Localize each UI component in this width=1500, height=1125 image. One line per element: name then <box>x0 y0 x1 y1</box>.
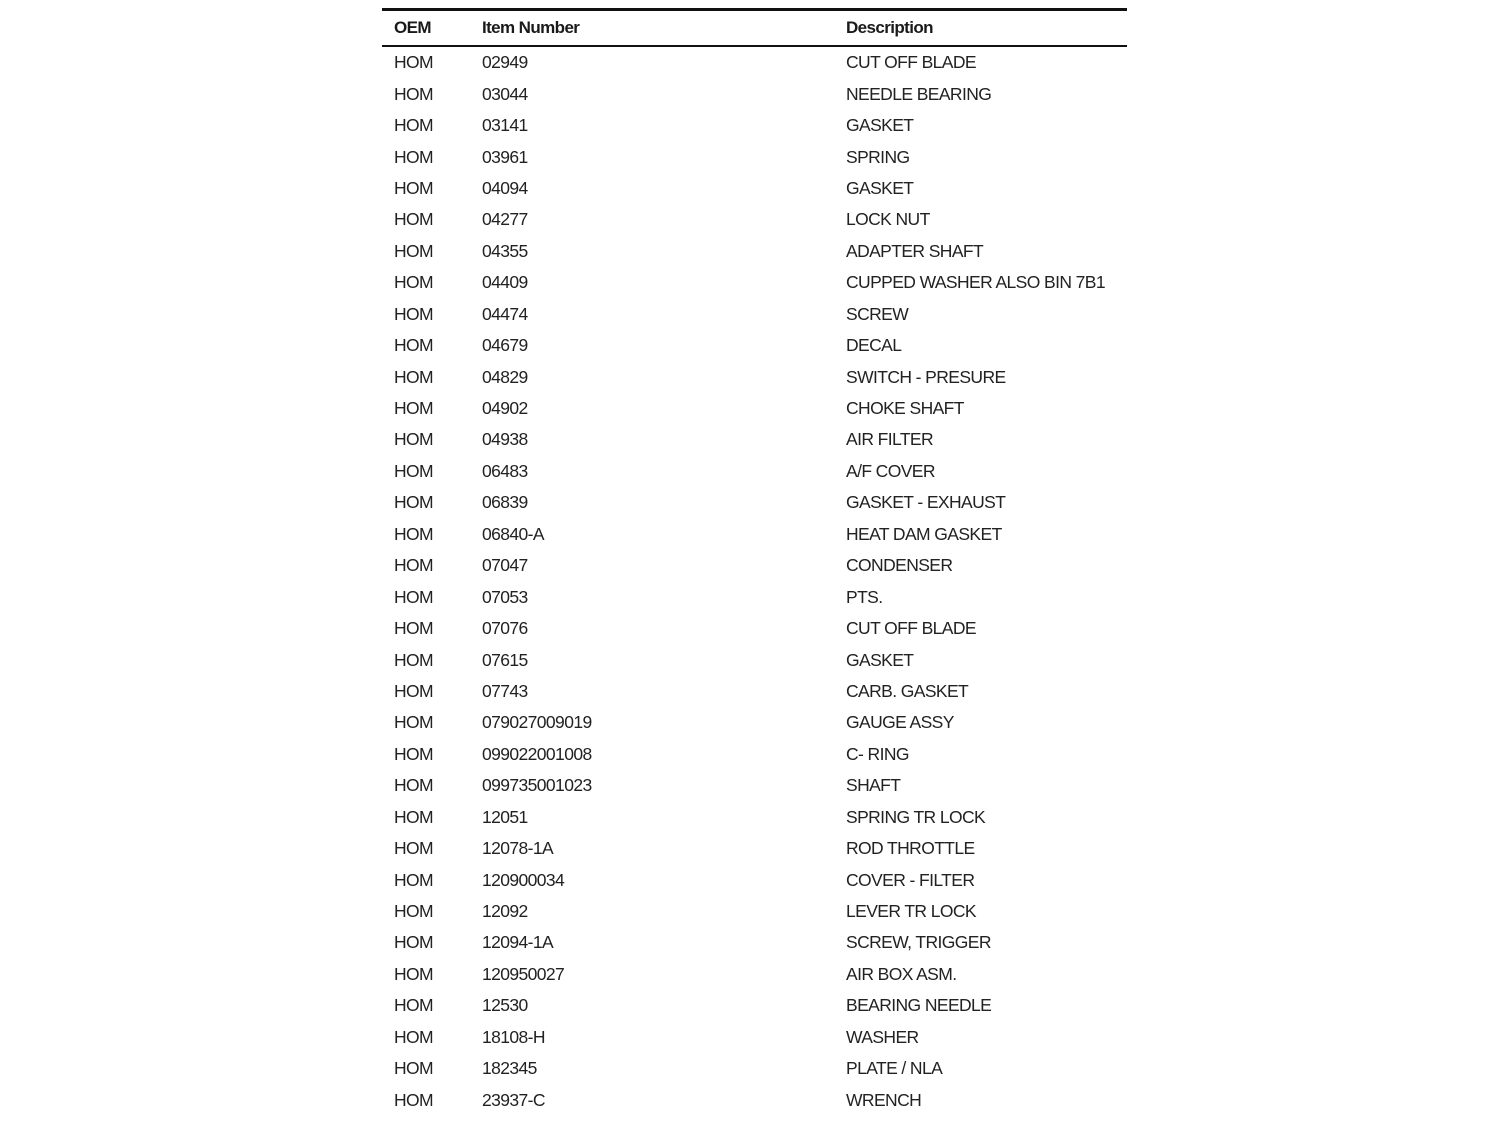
cell-item-number: 04277 <box>482 209 528 230</box>
cell-oem: HOM <box>394 680 434 701</box>
cell-item-number: 03044 <box>482 83 528 104</box>
table-row <box>382 959 1127 990</box>
table-row <box>382 46 1127 78</box>
table-row <box>382 110 1127 141</box>
header-description: Description <box>846 10 1127 47</box>
parts-table <box>382 8 1127 1116</box>
table-row <box>382 1022 1127 1053</box>
cell-description: GASKET <box>846 115 914 136</box>
table-row <box>382 456 1127 487</box>
header-oem: OEM <box>382 10 482 47</box>
cell-description: CHOKE SHAFT <box>846 398 964 419</box>
table-row <box>382 267 1127 298</box>
cell-item-number: 099022001008 <box>482 743 592 764</box>
table-row <box>382 236 1127 267</box>
cell-description: A/F COVER <box>846 460 935 481</box>
cell-oem: HOM <box>394 429 434 450</box>
cell-item-number: 23937-C <box>482 1089 545 1110</box>
cell-description: SPRING TR LOCK <box>846 806 986 827</box>
table-row <box>382 770 1127 801</box>
cell-item-number: 120900034 <box>482 869 565 890</box>
table-row <box>382 581 1127 612</box>
cell-description: CONDENSER <box>846 555 953 576</box>
cell-description: AIR BOX ASM. <box>846 963 957 984</box>
cell-item-number: 04938 <box>482 429 528 450</box>
cell-description: HEAT DAM GASKET <box>846 523 1002 544</box>
cell-oem: HOM <box>394 555 434 576</box>
cell-description: SPRING <box>846 146 910 167</box>
table-body <box>382 46 1127 1116</box>
cell-description: C- RING <box>846 743 909 764</box>
cell-oem: HOM <box>394 963 434 984</box>
cell-description: CUT OFF BLADE <box>846 52 976 73</box>
cell-oem: HOM <box>394 177 434 198</box>
cell-item-number: 099735001023 <box>482 775 592 796</box>
table-row <box>382 173 1127 204</box>
cell-description: SCREW, TRIGGER <box>846 932 991 953</box>
cell-item-number: 07053 <box>482 586 528 607</box>
cell-description: DECAL <box>846 335 902 356</box>
table-row <box>382 613 1127 644</box>
cell-description: GASKET - EXHAUST <box>846 492 1006 513</box>
cell-oem: HOM <box>394 209 434 230</box>
cell-oem: HOM <box>394 838 434 859</box>
cell-description: ROD THROTTLE <box>846 838 975 859</box>
table-row <box>382 739 1127 770</box>
cell-oem: HOM <box>394 398 434 419</box>
cell-description: GASKET <box>846 177 914 198</box>
cell-item-number: 06483 <box>482 460 528 481</box>
table-row <box>382 1084 1127 1115</box>
cell-item-number: 12078-1A <box>482 838 554 859</box>
cell-oem: HOM <box>394 901 434 922</box>
cell-item-number: 04355 <box>482 240 528 261</box>
table-row <box>382 519 1127 550</box>
cell-oem: HOM <box>394 303 434 324</box>
cell-oem: HOM <box>394 83 434 104</box>
cell-oem: HOM <box>394 240 434 261</box>
cell-description: COVER - FILTER <box>846 869 975 890</box>
cell-item-number: 12530 <box>482 995 528 1016</box>
cell-description: GAUGE ASSY <box>846 712 954 733</box>
cell-oem: HOM <box>394 272 434 293</box>
table-row <box>382 78 1127 109</box>
cell-item-number: 04094 <box>482 177 528 198</box>
cell-description: WRENCH <box>846 1089 922 1110</box>
cell-oem: HOM <box>394 618 434 639</box>
cell-oem: HOM <box>394 492 434 513</box>
table-row <box>382 990 1127 1021</box>
table-row <box>382 1053 1127 1084</box>
cell-item-number: 12094-1A <box>482 932 554 953</box>
cell-oem: HOM <box>394 335 434 356</box>
table-row <box>382 424 1127 455</box>
cell-oem: HOM <box>394 995 434 1016</box>
cell-oem: HOM <box>394 586 434 607</box>
cell-description: PTS. <box>846 586 883 607</box>
cell-item-number: 079027009019 <box>482 712 592 733</box>
cell-description: ADAPTER SHAFT <box>846 240 984 261</box>
cell-oem: HOM <box>394 115 434 136</box>
cell-oem: HOM <box>394 649 434 670</box>
table-row <box>382 487 1127 518</box>
cell-description: AIR FILTER <box>846 429 934 450</box>
table-row <box>382 833 1127 864</box>
table-row <box>382 707 1127 738</box>
cell-oem: HOM <box>394 712 434 733</box>
cell-oem: HOM <box>394 806 434 827</box>
table-row <box>382 330 1127 361</box>
table-row <box>382 864 1127 895</box>
cell-item-number: 04474 <box>482 303 528 324</box>
table-row <box>382 299 1127 330</box>
cell-item-number: 04679 <box>482 335 528 356</box>
table-row <box>382 676 1127 707</box>
header-row <box>382 10 1127 47</box>
cell-oem: HOM <box>394 460 434 481</box>
cell-item-number: 07615 <box>482 649 528 670</box>
table-row <box>382 393 1127 424</box>
table-row <box>382 141 1127 172</box>
table-row <box>382 802 1127 833</box>
table-row <box>382 896 1127 927</box>
cell-item-number: 182345 <box>482 1058 537 1079</box>
cell-description: SCREW <box>846 303 909 324</box>
header-item-number: Item Number <box>482 10 846 47</box>
cell-oem: HOM <box>394 366 434 387</box>
cell-description: SHAFT <box>846 775 901 796</box>
table-row <box>382 644 1127 675</box>
cell-oem: HOM <box>394 1058 434 1079</box>
cell-item-number: 06840-A <box>482 523 544 544</box>
cell-item-number: 03141 <box>482 115 528 136</box>
cell-item-number: 03961 <box>482 146 528 167</box>
cell-description: SWITCH - PRESURE <box>846 366 1006 387</box>
cell-description: PLATE / NLA <box>846 1058 943 1079</box>
cell-description: GASKET <box>846 649 914 670</box>
cell-description: CUT OFF BLADE <box>846 618 976 639</box>
cell-oem: HOM <box>394 52 434 73</box>
cell-oem: HOM <box>394 1089 434 1110</box>
cell-item-number: 120950027 <box>482 963 565 984</box>
table-header <box>382 10 1127 47</box>
cell-description: NEEDLE BEARING <box>846 83 992 104</box>
cell-item-number: 04829 <box>482 366 528 387</box>
cell-description: LOCK NUT <box>846 209 930 230</box>
table-row <box>382 927 1127 958</box>
table-row <box>382 550 1127 581</box>
cell-description: CUPPED WASHER ALSO BIN 7B1 <box>846 272 1105 293</box>
cell-item-number: 02949 <box>482 52 528 73</box>
cell-oem: HOM <box>394 932 434 953</box>
cell-oem: HOM <box>394 743 434 764</box>
cell-oem: HOM <box>394 146 434 167</box>
cell-item-number: 04902 <box>482 398 528 419</box>
cell-description: BEARING NEEDLE <box>846 995 992 1016</box>
cell-item-number: 07047 <box>482 555 528 576</box>
cell-item-number: 07743 <box>482 680 528 701</box>
cell-item-number: 07076 <box>482 618 528 639</box>
cell-oem: HOM <box>394 775 434 796</box>
cell-item-number: 12092 <box>482 901 528 922</box>
cell-description: CARB. GASKET <box>846 680 969 701</box>
cell-description: WASHER <box>846 1026 919 1047</box>
cell-description: LEVER TR LOCK <box>846 901 976 922</box>
table-row <box>382 361 1127 392</box>
cell-oem: HOM <box>394 523 434 544</box>
cell-item-number: 12051 <box>482 806 528 827</box>
cell-item-number: 06839 <box>482 492 528 513</box>
cell-oem: HOM <box>394 869 434 890</box>
cell-item-number: 18108-H <box>482 1026 545 1047</box>
table-row <box>382 204 1127 235</box>
cell-oem: HOM <box>394 1026 434 1047</box>
cell-item-number: 04409 <box>482 272 528 293</box>
